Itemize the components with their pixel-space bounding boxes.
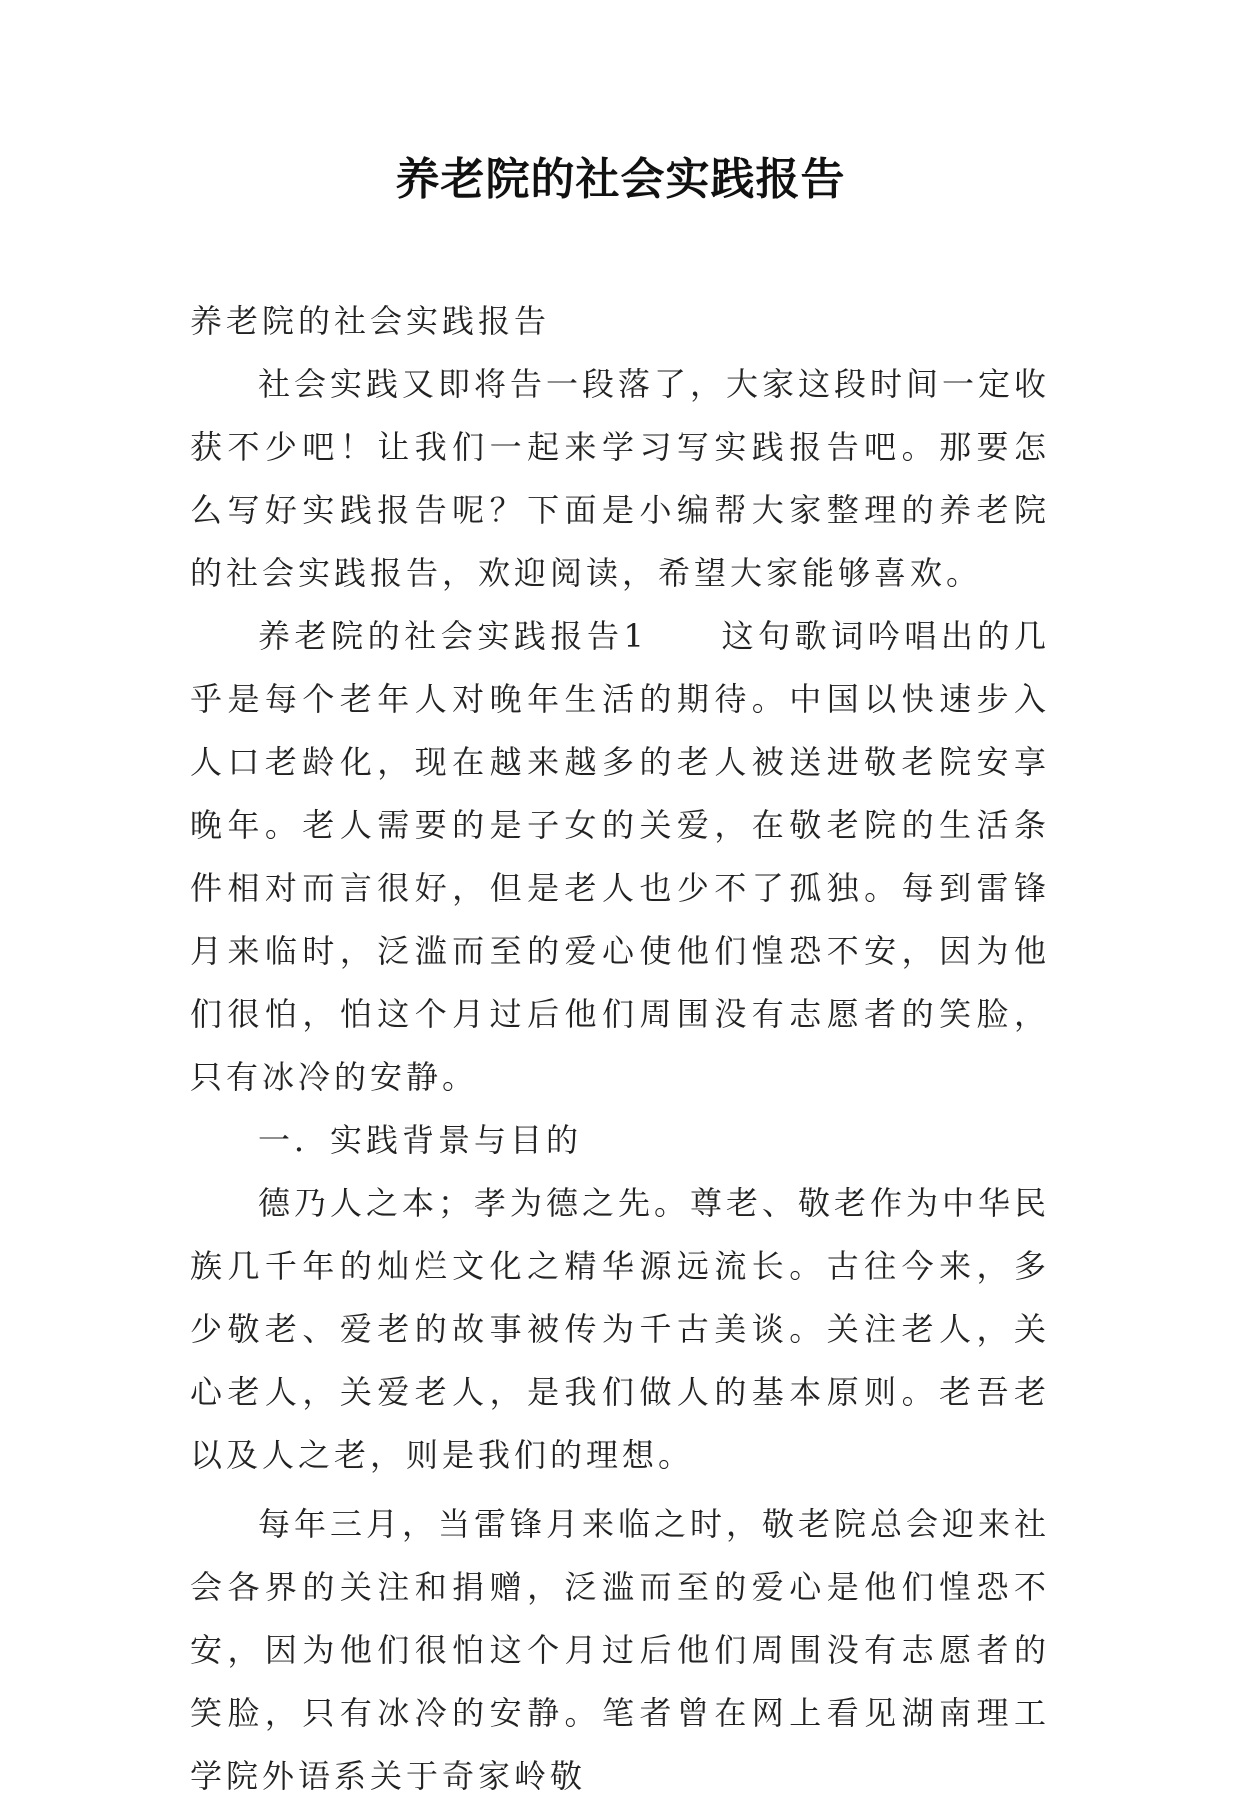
march-paragraph: 每年三月，当雷锋月来临之时，敬老院总会迎来社会各界的关注和捐赠，泛滥而至的爱心是他们惶恐不安，因为他们很怕这个月过后他们周围没有志愿者的笑脸，只有冰冷的安静。笔者曾在网上看见湖南理工学院外语系关于奇家岭敬	[190, 1505, 1051, 1795]
document-title: 养老院的社会实践报告	[395, 154, 846, 205]
document-body	[190, 290, 1050, 1808]
background-paragraph: 德乃人之本；孝为德之先。尊老、敬老作为中华民族几千年的灿烂文化之精华源远流长。古往今来，多少敬老、爱老的故事被传为千古美谈。关注老人，关心老人，关爱老人，是我们做人的基本原则。老吾老以及人之老，则是我们的理想。	[190, 1184, 1051, 1474]
intro-paragraph: 社会实践又即将告一段落了，大家这段时间一定收获不少吧！让我们一起来学习写实践报告吧。那要怎么写好实践报告呢？下面是小编帮大家整理的养老院的社会实践报告，欢迎阅读，希望大家能够喜欢。	[190, 365, 1051, 592]
subtitle-paragraph: 养老院的社会实践报告	[190, 302, 551, 340]
section-heading: 一．实践背景与目的	[258, 1121, 583, 1159]
report-1-paragraph: 养老院的社会实践报告1 这句歌词吟唱出的几乎是每个老年人对晚年生活的期待。中国以快速步入人口老龄化，现在越来越多的老人被送进敬老院安享晚年。老人需要的是子女的关爱，在敬老院的生活条件相对而言很好，但是老人也少不了孤独。每到雷锋月来临时，泛滥而至的爱心使他们惶恐不安，因为他们很怕，怕这个月过后他们周围没有志愿者的笑脸，只有冰冷的安静。	[190, 617, 1050, 1096]
